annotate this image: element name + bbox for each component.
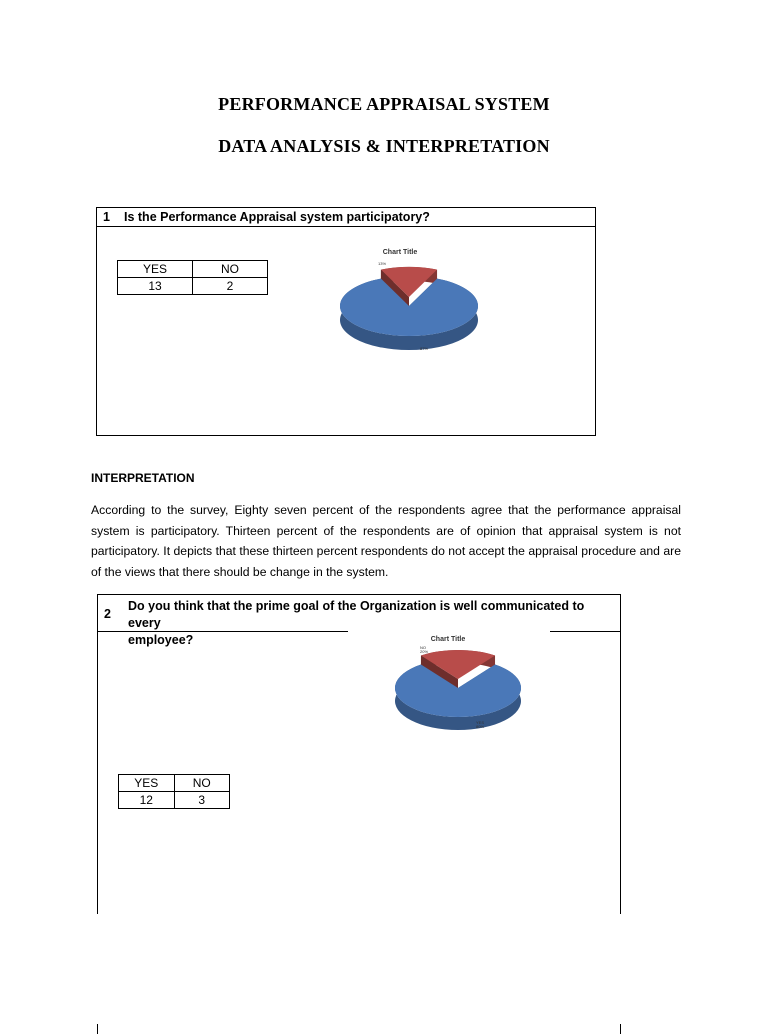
slice-label-no: 13%: [378, 261, 387, 266]
slice-name-no: NO: [420, 645, 426, 650]
slice-name-yes: YES: [476, 720, 485, 725]
question-1-table: [117, 260, 268, 295]
question-1-text: Is the Performance Appraisal system participatory?: [124, 210, 430, 224]
slice-label-yes: 87%: [420, 346, 429, 351]
pie-chart-1: [330, 244, 490, 374]
slice-label-yes: 80%: [476, 724, 485, 729]
slice-label-no: 20%: [420, 649, 429, 654]
question-2-number: 2: [104, 607, 111, 621]
chart-title: Chart Title: [430, 636, 466, 643]
interpretation-text: According to the survey, Eighty seven percent of the respondents agree that the performance appraisal system is participatory. Thirteen percent of the respondents are of opinion that appraisal system is not participatory. It depicts that these thirteen percent respondents do not accept the appraisal procedure and are of the views that there should be change in the system.: [91, 503, 681, 579]
header-divider-right: [550, 631, 620, 632]
table-header-yes: YES: [119, 775, 175, 792]
table-header-no: NO: [174, 775, 230, 792]
table-cell-yes: 13: [118, 278, 193, 295]
table-header-row: [118, 261, 268, 278]
page-bottom-blank: [96, 914, 626, 1024]
table-header-row: [119, 775, 230, 792]
question-2-table: [118, 774, 230, 809]
table-header-no: NO: [193, 261, 268, 278]
question-2-text: [128, 598, 620, 649]
interpretation-heading: INTERPRETATION: [91, 471, 195, 485]
document-subtitle: DATA ANALYSIS & INTERPRETATION: [218, 136, 550, 156]
table-row: [119, 792, 230, 809]
table-header-yes: YES: [118, 261, 193, 278]
question-1-header: [97, 208, 595, 227]
table-cell-no: 2: [193, 278, 268, 295]
header-divider-left: [98, 631, 348, 632]
document-title: PERFORMANCE APPRAISAL SYSTEM: [218, 94, 550, 114]
question-2-text-line-2: employee?: [128, 633, 194, 647]
table-cell-no: 3: [174, 792, 230, 809]
question-1-number: 1: [103, 210, 110, 224]
question-2-text-line-1: Do you think that the prime goal of the Organization is well communicated to every: [128, 599, 585, 630]
table-cell-yes: 12: [119, 792, 175, 809]
pie-chart-2: [375, 632, 535, 752]
table-row: [118, 278, 268, 295]
chart-title: Chart Title: [382, 249, 418, 256]
